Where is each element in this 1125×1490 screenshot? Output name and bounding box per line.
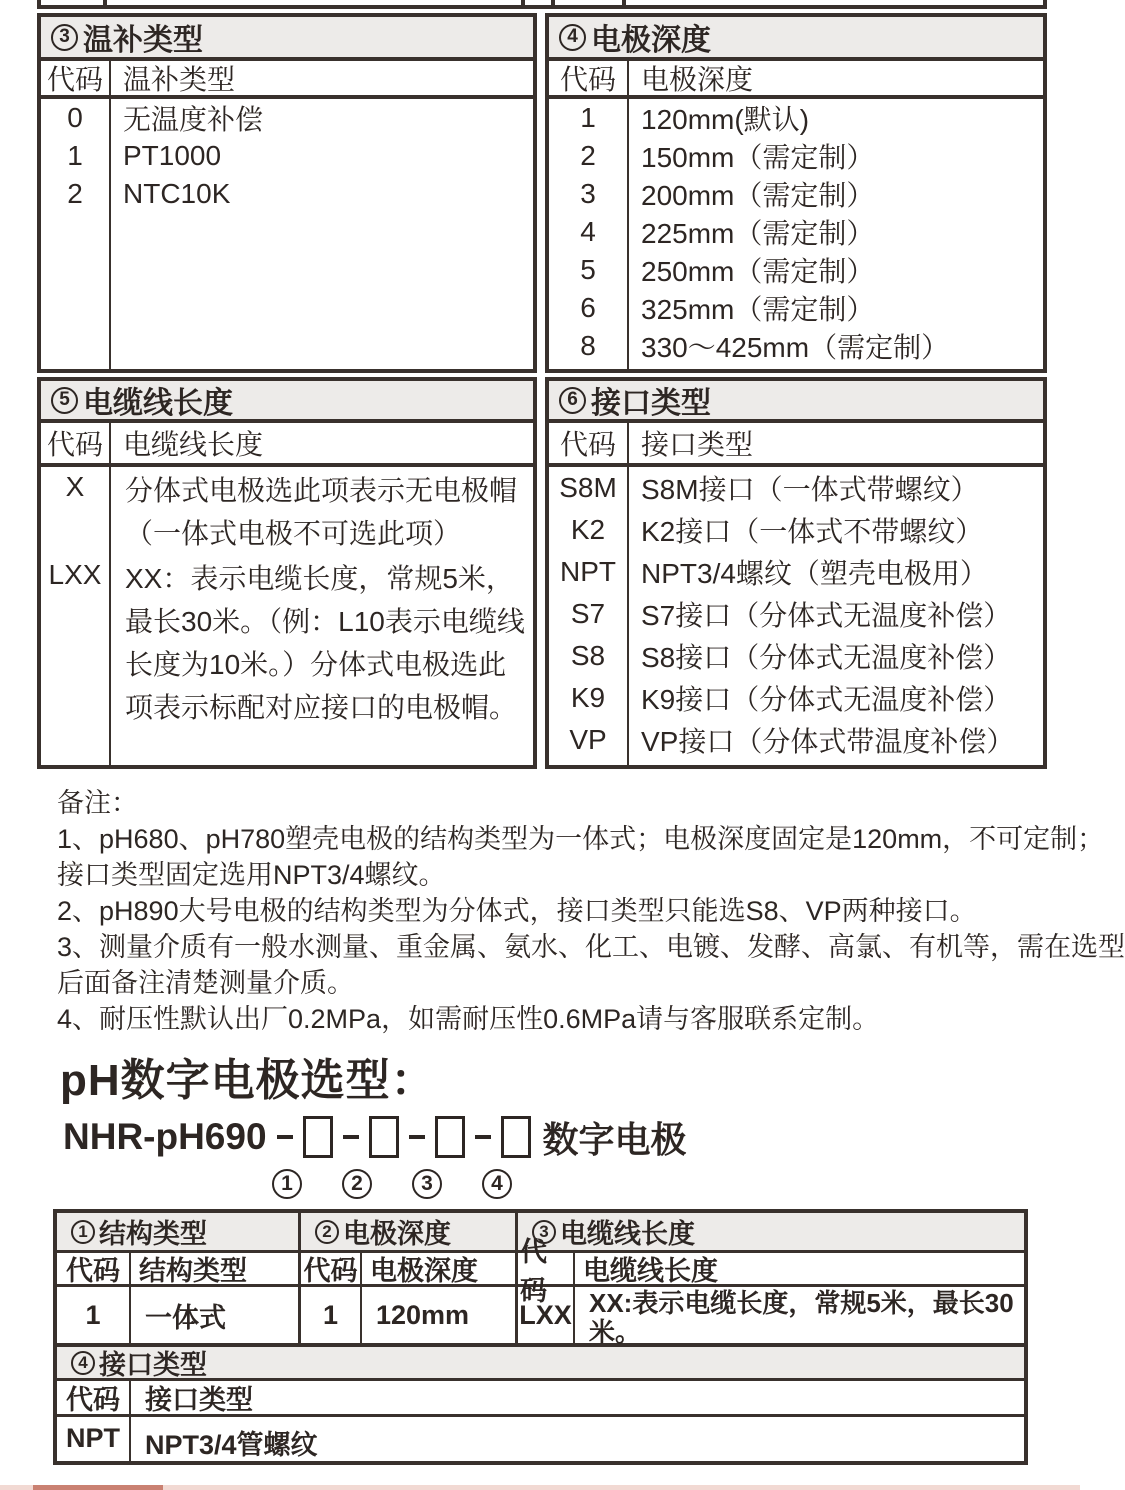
desc-cell: NPT3/4管螺纹 [145,1430,318,1460]
column-header-code: 码 [518,1253,575,1287]
code-cell: K9 [549,677,629,719]
table-gap [537,13,545,373]
table-header-depth [545,13,1047,61]
desc-cell: K9接口（分体式无温度补偿） [641,684,1012,715]
desc-cell: S8M接口（一体式带螺纹） [641,474,979,505]
filler-cell [111,213,533,369]
divider [521,0,525,6]
circled-number [272,1169,302,1199]
circled-number [482,1169,512,1199]
model-slot-box-1 [303,1116,333,1158]
code-cell: 5 [549,251,629,289]
column-header-code: 代码 [41,423,111,467]
column-header-code: 代码 [549,423,629,467]
model-slot-box-3 [435,1116,465,1158]
note-line: 3、测量介质有一般水测量、重金属、氨水、化工、电镀、发酵、高氯、有机等，需在选型 [57,932,1125,962]
filler-cell [629,761,1043,765]
section-header-structure [57,1213,301,1253]
table-header-interface [545,377,1047,423]
desc-cell: 分体式电极选此项表示无电极帽（一体式电极不可选此项） [125,475,518,549]
circled-number-text: 4 [78,1352,88,1372]
desc-cell: XX：表示电缆长度，常规5米，最长30米。（例：L10表示电缆线长度为10米。）分体式电极选此项表示标配对应接口的电极帽。 [125,563,525,723]
model-slot-box-4 [501,1116,531,1158]
table-interface-type [545,377,1047,769]
divider [103,0,107,6]
desc-cell: 325mm（需定制） [641,294,875,325]
notes-heading: 备注： [57,788,138,818]
divider [37,5,1047,9]
column-header-desc: 电极深度 [629,61,1043,99]
bottom-scroll-bar-segment [33,1485,163,1490]
table-header-cable [37,377,537,423]
code-cell: 8 [549,327,629,365]
section-title-text: 电缆线长度 [560,1219,695,1249]
desc-line: XX:表示电缆长度，常规5米，最长30米。 [589,1288,1014,1347]
notes-block [57,785,1125,1037]
code-cell: 1 [57,1287,131,1347]
table-title: 接口类型 [591,387,711,420]
desc-cell: S8接口（分体式无温度补偿） [641,642,1012,673]
table-electrode-depth [545,13,1047,373]
code-cell: S8M [549,467,629,509]
filler-cell [41,729,111,765]
section-header-cable [518,1213,1024,1253]
circled-number [71,1351,95,1375]
circled-number-text: 4 [491,1172,503,1195]
filler-cell [549,761,629,765]
column-header-code: 代码 [301,1253,362,1287]
note-line: 1、pH680、pH780塑壳电极的结构类型为一体式；电极深度固定是120mm，不可定制； [57,824,1105,854]
cropped-table-edge [0,0,1080,9]
filler-cell [111,729,533,765]
code-cell: 2 [41,175,111,213]
column-header-desc: 电缆线长度 [111,423,533,467]
note-line: 接口类型固定选用NPT3/4螺纹。 [57,860,446,890]
note-line: 4、耐压性默认出厂0.2MPa，如需耐压性0.6MPa请与客服联系定制。 [57,1004,880,1034]
slot-number-row [272,1167,1080,1201]
table-title: 电极深度 [591,24,711,57]
circled-number-text: 3 [539,1221,549,1241]
column-header-desc: 接口类型 [629,423,1043,467]
code-cell: 1 [41,137,111,175]
desc-cell: VP接口（分体式带温度补偿） [641,726,1015,757]
code-cell: 3 [549,175,629,213]
circled-number [51,387,78,414]
code-cell: 4 [549,213,629,251]
divider [1043,0,1047,6]
circled-number [559,24,586,51]
desc-cell: NPT3/4螺纹（塑壳电极用） [641,558,988,589]
dash [409,1135,425,1139]
bottom-scroll-bar [0,1485,1080,1490]
model-suffix: 数字电极 [542,1118,687,1160]
circled-number [71,1220,95,1244]
desc-cell: PT1000 [123,140,222,171]
divider [551,0,555,6]
note-line: 后面备注清楚测量介质。 [57,968,354,998]
desc-cell: 150mm（需定制） [641,142,875,173]
code-cell: 1 [301,1287,362,1347]
code-cell: K2 [549,509,629,551]
divider [37,0,41,6]
desc-cell: S7接口（分体式无温度补偿） [641,600,1012,631]
section-title: pH数字电极选型： [60,1056,436,1105]
circled-number-text: 4 [567,26,578,47]
circled-number-text: 5 [59,389,70,410]
dash [277,1135,293,1139]
order-table [53,1209,1028,1465]
section-header-depth [301,1213,518,1253]
code-cell: X [41,467,111,555]
desc-cell: 200mm（需定制） [641,180,875,211]
circled-number [342,1169,372,1199]
circled-number-text: 2 [351,1172,363,1195]
circled-number-text: 1 [78,1221,88,1241]
code-cell: LXX [518,1287,575,1347]
desc-cell: K2接口（一体式不带螺纹） [641,516,984,547]
code-cell: S8 [549,635,629,677]
circled-number [559,387,586,414]
middle-tables-row [37,377,1080,769]
table-header-temp-comp [37,13,537,61]
filler-cell [41,213,111,369]
dash [343,1135,359,1139]
model-prefix: NHR-pH690 [63,1116,267,1157]
column-header-code: 代码 [57,1253,131,1287]
desc-cell: 一体式 [131,1287,301,1347]
desc-cell: NTC10K [123,178,231,209]
table-temp-comp-type [37,13,537,373]
model-code-line [63,1113,1080,1161]
divider [622,0,626,6]
section-title-text: 电极深度 [343,1219,451,1249]
column-header-desc: 温补类型 [111,61,533,99]
circled-number [412,1169,442,1199]
circled-number-text: 3 [421,1172,433,1195]
code-cell: 1 [549,99,629,137]
code-cell: 6 [549,289,629,327]
model-slot-box-2 [369,1116,399,1158]
table-cable-length [37,377,537,769]
circled-number-text: 3 [59,26,70,47]
circled-number [315,1220,339,1244]
desc-cell [575,1287,1024,1347]
circled-number-text: 1 [281,1172,293,1195]
code-cell: 2 [549,137,629,175]
column-header-desc: 电极深度 [362,1253,518,1287]
code-cell: NPT [57,1417,131,1462]
section-title-text: 接口类型 [99,1350,207,1380]
code-cell: VP [549,719,629,761]
dash [475,1135,491,1139]
column-header-code: 代码 [549,61,629,99]
column-header-desc: 结构类型 [131,1253,301,1287]
desc-cell: 250mm（需定制） [641,256,875,287]
section-header-interface [57,1347,1024,1381]
section-title-text: 结构类型 [99,1219,207,1249]
filler-cell [629,365,1043,369]
note-line: 2、pH890大号电极的结构类型为分体式，接口类型只能选S8、VP两种接口。 [57,896,977,926]
top-tables-row [37,13,1080,373]
code-cell: LXX [41,555,111,729]
table-title: 温补类型 [83,24,203,57]
column-header-code: 代码 [57,1381,131,1417]
filler-cell [549,365,629,369]
code-cell: S7 [549,593,629,635]
code-cell: 0 [41,99,111,137]
desc-cell: 225mm（需定制） [641,218,875,249]
desc-cell: 120mm [362,1287,518,1347]
desc-cell: 330～425mm（需定制） [641,332,950,363]
table-gap [537,377,545,769]
circled-number-text: 2 [322,1221,332,1241]
desc-cell: 120mm(默认) [641,104,810,135]
code-cell: NPT [549,551,629,593]
circled-number [51,24,78,51]
column-header-code: 代码 [41,61,111,99]
desc-cell: 无温度补偿 [123,104,264,135]
table-title: 电缆线长度 [83,387,233,420]
circled-number-text: 6 [567,389,578,410]
column-header-desc: 电缆线长度 [575,1253,1024,1287]
column-header-desc: 接口类型 [131,1381,1024,1417]
